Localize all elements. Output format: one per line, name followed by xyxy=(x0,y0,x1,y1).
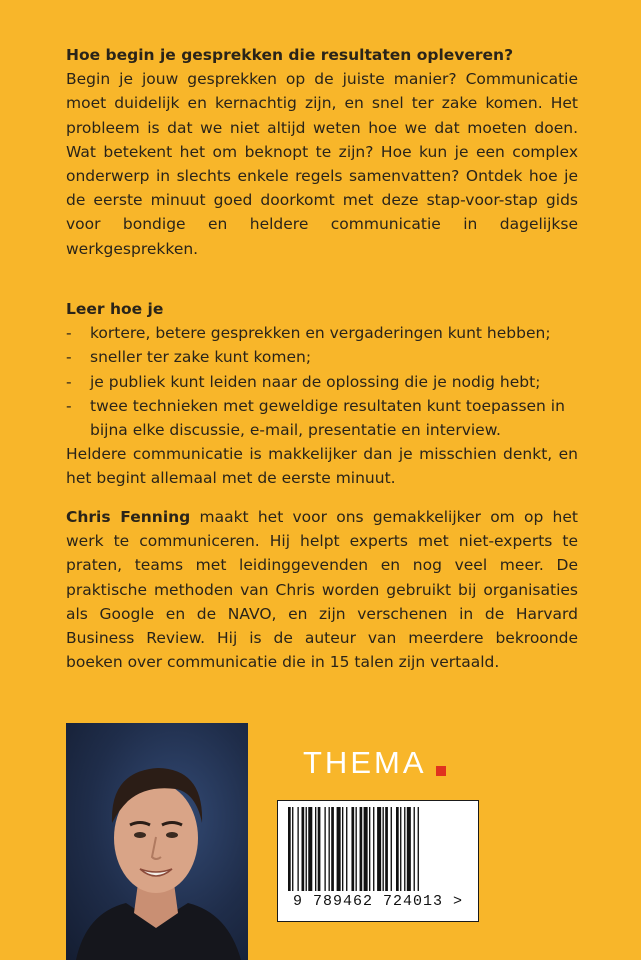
barcode-bar xyxy=(351,807,354,891)
barcode-bar xyxy=(288,807,291,891)
list-item xyxy=(66,394,578,442)
barcode-bar xyxy=(297,807,298,891)
barcode-bar xyxy=(407,807,411,891)
isbn-barcode xyxy=(277,800,479,922)
author-photo xyxy=(66,723,248,960)
learn-list xyxy=(66,321,578,442)
barcode-bar xyxy=(318,807,321,891)
barcode-bar xyxy=(337,807,341,891)
barcode-bar xyxy=(396,807,399,891)
barcode-bar xyxy=(306,807,307,891)
publisher-logo: THEMA xyxy=(303,745,427,780)
barcode-bar xyxy=(391,807,392,891)
learn-closing: Heldere communicatie is makkelijker dan je misschien denkt, en het begint allemaal met de eerste minuut. xyxy=(66,445,578,488)
author-name: Chris Fenning xyxy=(66,508,191,526)
barcode-bar xyxy=(292,807,293,891)
barcode-bar xyxy=(364,807,368,891)
list-item-text: kortere, betere gesprekken en vergaderingen kunt hebben; xyxy=(90,324,551,343)
barcode-bar xyxy=(324,807,325,891)
list-item-text: twee technieken met geweldige resultaten kunt toepassen in bijna elke discussie, e-mail, presentatie en interview. xyxy=(90,396,565,440)
intro-section xyxy=(66,43,578,261)
barcode-bar xyxy=(383,807,384,891)
barcode-bar xyxy=(369,807,370,891)
barcode-bar xyxy=(329,807,330,891)
bullet-dash: - xyxy=(66,348,72,367)
author-portrait-illustration xyxy=(66,723,248,960)
barcode-bars xyxy=(286,807,470,893)
barcode-bar xyxy=(346,807,347,891)
barcode-bar xyxy=(414,807,415,891)
publisher-logo-dot xyxy=(436,766,446,776)
isbn-number: 9 789462 724013 > xyxy=(292,893,464,910)
bullet-dash: - xyxy=(66,396,72,415)
barcode-bar xyxy=(356,807,357,891)
bullet-dash: - xyxy=(66,372,72,391)
barcode-bar xyxy=(331,807,334,891)
barcode-bar xyxy=(377,807,381,891)
author-bio-paragraph xyxy=(66,505,578,674)
learn-section xyxy=(66,297,578,491)
learn-heading: Leer hoe je xyxy=(66,300,164,318)
barcode-bar xyxy=(302,807,305,891)
list-item-text: sneller ter zake kunt komen; xyxy=(90,348,312,367)
barcode-bar xyxy=(385,807,388,891)
author-section xyxy=(66,505,578,674)
barcode-bar xyxy=(360,807,363,891)
list-item xyxy=(66,321,578,345)
list-item-text: je publiek kunt leiden naar de oplossing die je nodig hebt; xyxy=(90,372,541,391)
list-item xyxy=(66,345,578,369)
barcode-bar xyxy=(315,807,316,891)
barcode-bar xyxy=(400,807,401,891)
intro-heading: Hoe begin je gesprekken die resultaten opleveren? xyxy=(66,46,514,64)
list-item xyxy=(66,370,578,394)
intro-body: Begin je jouw gesprekken op de juiste manier? Communicatie moet duidelijk en kernachtig zijn, en snel ter zake komen. Het probleem is dat we niet altijd weten hoe we dat moeten doen. Wat betekent het om beknopt te zijn? Hoe kun je een complex onderwerp in slechts enkele regels samenvatten? Ontdek hoe je de eerste minuut goed doorkomt met deze stap-voor-stap gids voor bondige en heldere communicatie in dagelijkse werkgesprekken. xyxy=(66,70,578,258)
bullet-dash: - xyxy=(66,324,72,343)
barcode-bar xyxy=(404,807,405,891)
barcode-bar xyxy=(342,807,343,891)
barcode-bar xyxy=(308,807,312,891)
barcode-bar xyxy=(373,807,374,891)
barcode-bar xyxy=(418,807,419,891)
author-bio: maakt het voor ons gemakkelijker om op het werk te communiceren. Hij helpt experts met niet-experts te praten, teams met leidinggevenden en nog veel meer. De praktische methoden van Chris worden gebruikt bij organisaties als Google en de NAVO, en zijn verschenen in de Harvard Business Review. Hij is de auteur van meerdere bekroonde boeken over communicatie die in 15 talen zijn vertaald. xyxy=(66,508,578,672)
